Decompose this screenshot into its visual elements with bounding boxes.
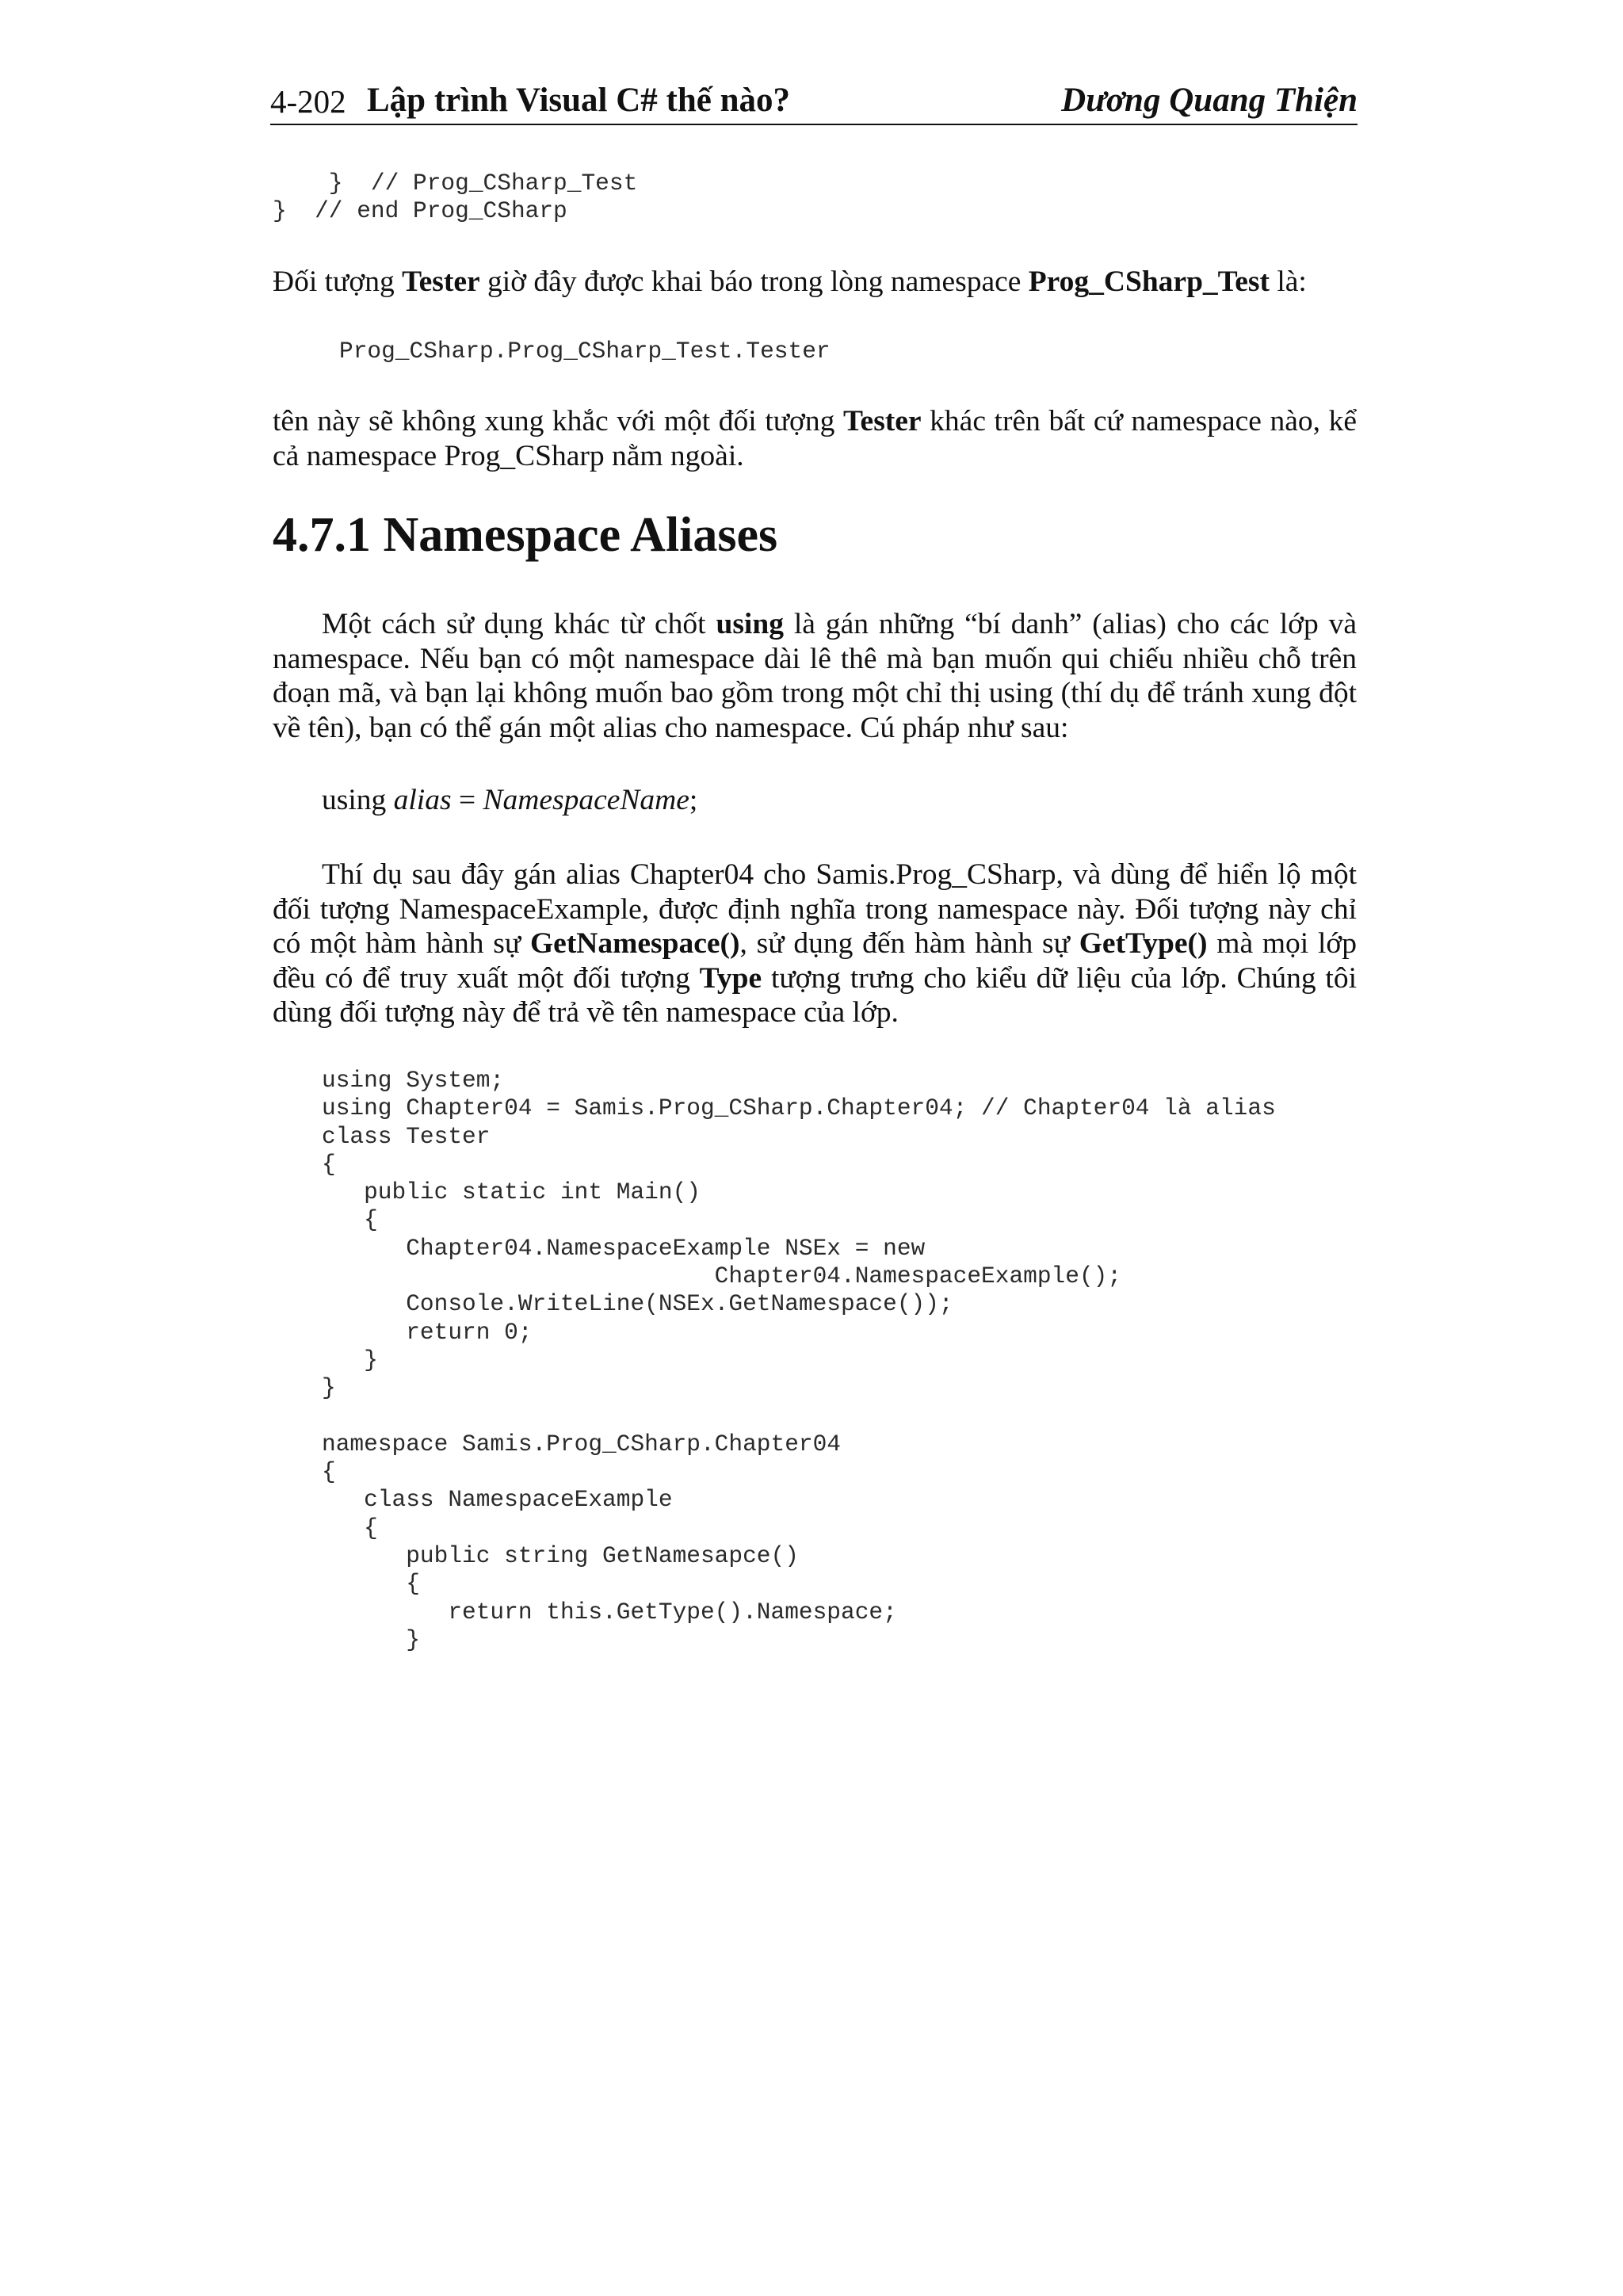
para-text: khác trên bất cứ namespace nào, kể cả namespace Prog_CSharp nằm ngoài. <box>273 405 1357 472</box>
para-text: là gán những “bí danh” (alias) cho các lớp và namespace. Nếu bạn có một namespace dài lê thê mà bạn muốn qui chiếu nhiều chỗ trên đoạn mã, và bạn lại không muốn bao gồm trong một chỉ thị using (thí dụ để tránh xung đột về tên), bạn có thể gán một alias cho namespace. Cú pháp như sau: <box>273 608 1357 744</box>
para-text: tượng trưng cho kiểu dữ liệu của lớp. Chúng tôi dùng đối tượng này để trả về tên namespace của lớp. <box>273 961 1357 1030</box>
author-name: Dương Quang Thiện <box>1061 82 1358 119</box>
code-block-closing: } // Prog_CSharp_Test } // end Prog_CSharp <box>273 170 638 225</box>
para-text: giờ đây được khai báo trong lòng namespace <box>479 266 1029 298</box>
syntax-namespace-name: NamespaceName <box>483 784 689 816</box>
syntax-keyword: using <box>322 784 394 816</box>
para-keyword: using <box>716 608 784 640</box>
header-rule <box>270 124 1358 125</box>
code-qualified-name: Prog_CSharp.Prog_CSharp_Test.Tester <box>339 338 831 365</box>
syntax-terminator: ; <box>689 784 698 816</box>
paragraph-alias-intro <box>273 607 1357 745</box>
syntax-equals: = <box>451 784 483 816</box>
book-title: Lập trình Visual C# thế nào? <box>367 82 791 119</box>
para-keyword: GetType() <box>1079 927 1208 961</box>
para-text: Một cách sử dụng khác từ chốt <box>322 608 716 640</box>
paragraph-tester-declaration <box>273 265 1307 299</box>
page-header <box>270 76 1358 124</box>
para-text: mà mọi lớp đều có để truy xuất một đối tượng <box>273 927 1357 995</box>
paragraph-no-conflict <box>273 404 1357 473</box>
para-text: tên này sẽ không xung khắc với một đối tượng <box>273 405 843 437</box>
code-block-example: using System; using Chapter04 = Samis.Prog_CSharp.Chapter04; // Chapter04 là alias class Tester { public static int Main() { Chapter04.NamespaceExample NSEx = new Chapter04.NamespaceExample(); Console.WriteLine(NSEx.GetNamespace()); return 0; } } namespace Samis.Prog_CSharp.Chapter04 { class NamespaceExample { public string GetNamesapce() { return this.GetType().Namespace; } <box>322 1067 1276 1653</box>
para-keyword: Tester <box>842 405 922 437</box>
para-text: , sử dụng đến hàm hành sự <box>739 927 1079 961</box>
para-text: là: <box>1269 266 1307 298</box>
para-text: Thí dụ sau đây gán alias Chapter04 cho Samis.Prog_CSharp, và dùng để hiển lộ một đối tượng NamespaceExample, được định nghĩa trong namespace này. Đối tượng này chỉ có một hàm hành sự <box>273 858 1357 961</box>
para-keyword: Prog_CSharp_Test <box>1028 266 1270 298</box>
para-text: Đối tượng <box>273 266 403 298</box>
paragraph-example-description <box>273 858 1357 1030</box>
para-keyword: Type <box>699 961 762 995</box>
para-keyword: GetNamespace() <box>530 927 740 961</box>
para-keyword: Tester <box>402 266 480 298</box>
page-number: 4-202 <box>270 83 346 120</box>
syntax-alias: alias <box>393 784 452 816</box>
section-heading: 4.7.1 Namespace Aliases <box>273 508 778 562</box>
syntax-line <box>322 783 697 817</box>
